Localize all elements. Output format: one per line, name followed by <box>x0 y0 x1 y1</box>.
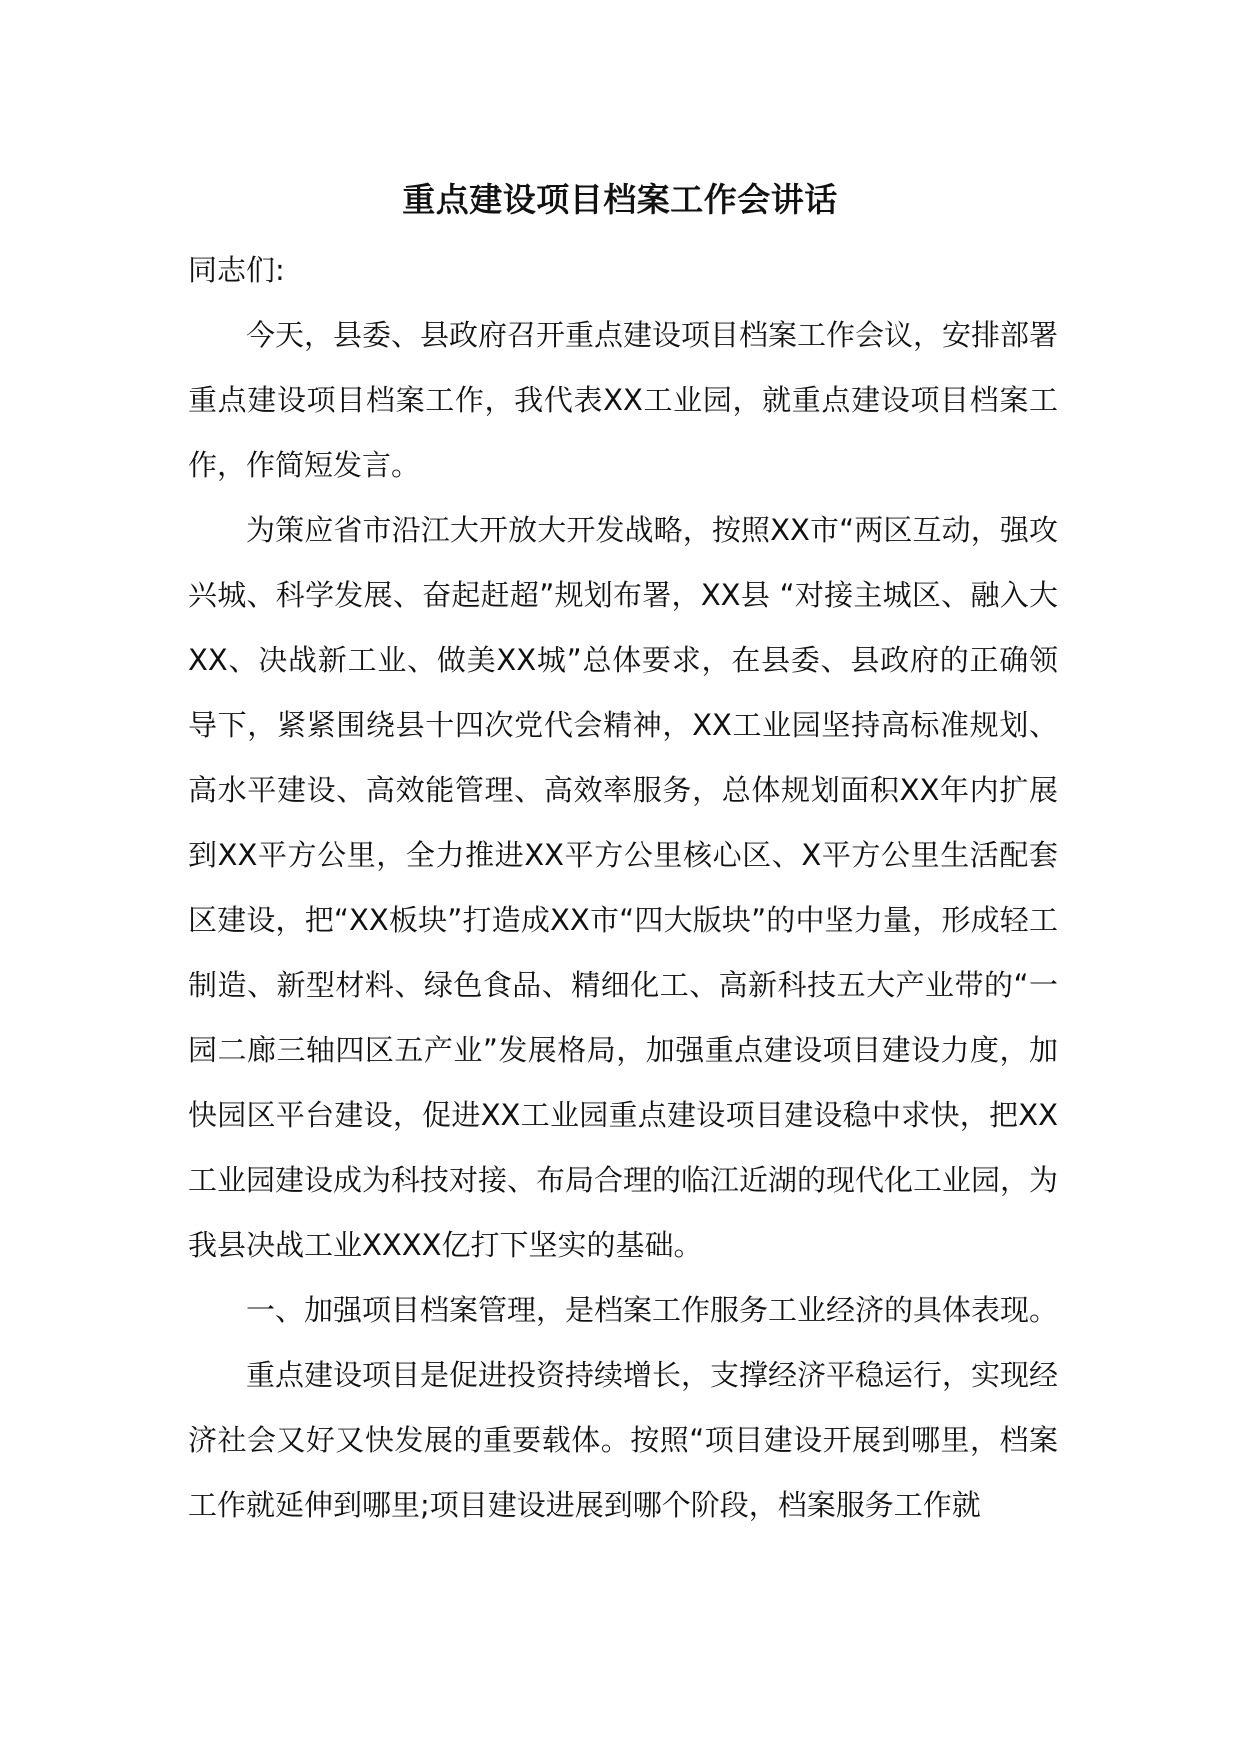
paragraph-strategy: 为策应省市沿江大开放大开发战略，按照XX市“两区互动，强攻兴城、科学发展、奋起赶超”规划布署，XX县 “对接主城区、融入大XX、决战新工业、做美XX城”总体要求，在县委、县政府的正确领导下，紧紧围绕县十四次党代会精神，XX工业园坚持高标准规划、高水平建设、高效能管理、高效率服务，总体规划面积XX年内扩展到XX平方公里，全力推进XX平方公里核心区、X平方公里生活配套区建设，把“XX板块”打造成XX市“四大版块”的中坚力量，形成轻工制造、新型材料、绿色食品、精细化工、高新科技五大产业带的“一园二廊三轴四区五产业”发展格局，加强重点建设项目建设力度，加快园区平台建设，促进XX工业园重点建设项目建设稳中求快，把XX工业园建设成为科技对接、布局合理的临江近湖的现代化工业园，为我县决战工业XXXX亿打下坚实的基础。 <box>188 513 1059 1262</box>
document-title: 重点建设项目档案工作会讲话 <box>402 180 838 219</box>
section-heading-1: 一、加强项目档案管理，是档案工作服务工业经济的具体表现。 <box>246 1293 1059 1327</box>
document-body <box>188 238 1058 1538</box>
paragraph-key-projects: 重点建设项目是促进投资持续增长，支撑经济平稳运行，实现经济社会又好又快发展的重要载体。按照“项目建设开展到哪里，档案工作就延伸到哪里;项目建设进展到哪个阶段，档案服务工作就 <box>188 1358 1059 1522</box>
paragraph-opening: 今天，县委、县政府召开重点建设项目档案工作会议，安排部署重点建设项目档案工作，我代表XX工业园，就重点建设项目档案工作，作简短发言。 <box>188 318 1059 482</box>
salutation: 同志们: <box>188 253 285 287</box>
